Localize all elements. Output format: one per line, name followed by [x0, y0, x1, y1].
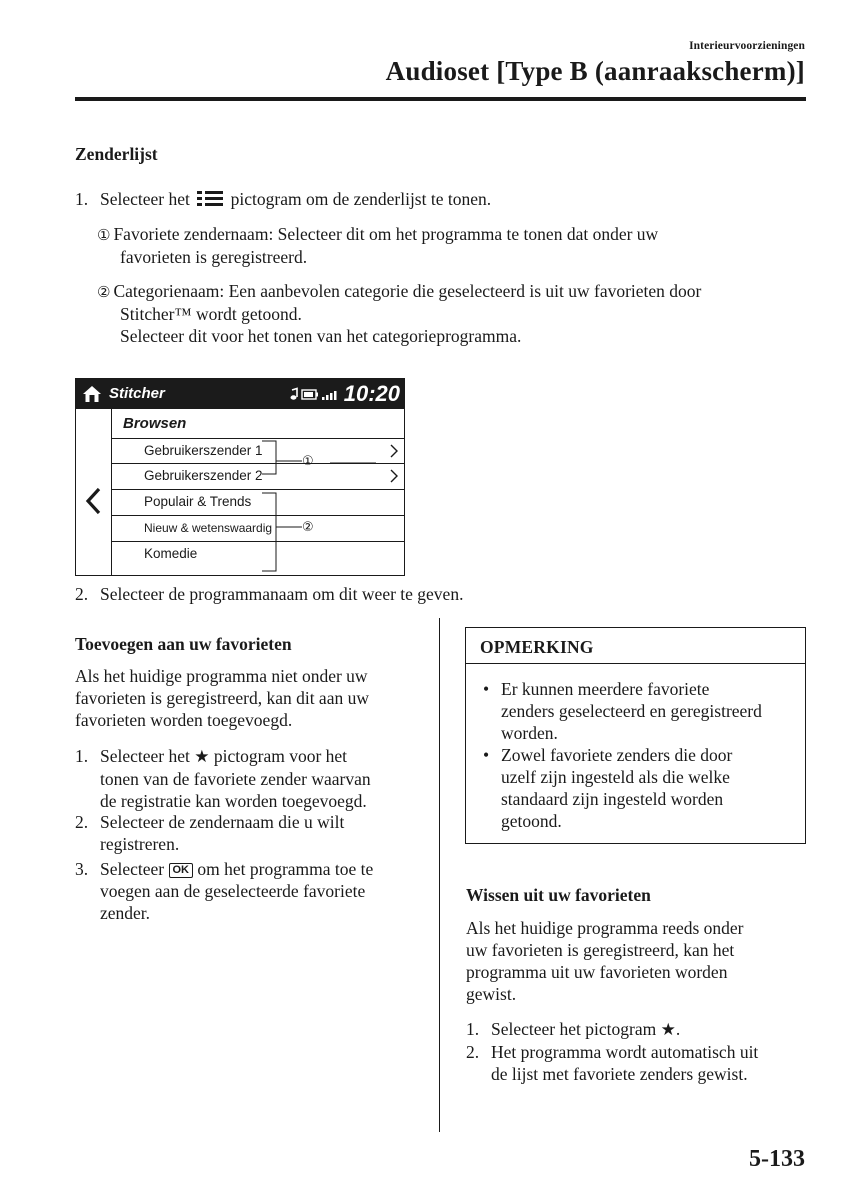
browse-title: Browsen	[123, 415, 187, 432]
wissen-step-2: 2. Het programma wordt automatisch uit de lijst met favoriete zenders gewist.	[466, 1042, 759, 1084]
marker-2: ②	[97, 283, 111, 301]
clock: 10:20	[343, 381, 400, 406]
screen-illustration	[75, 378, 405, 576]
app-name: Stitcher	[109, 385, 165, 402]
list-item-label: Komedie	[144, 546, 198, 561]
bullet: •	[483, 679, 490, 699]
list-item-label: Nieuw & wetenswaardig	[144, 521, 273, 535]
list-item-label: Populair & Trends	[144, 494, 252, 509]
toevoegen-step-2: 2. Selecteer de zendernaam die u wilt registreren.	[75, 812, 345, 854]
heading-zenderlijst: Zenderlijst	[75, 144, 158, 164]
list-icon	[197, 190, 223, 206]
marker-1: ①	[97, 226, 111, 244]
star-icon: ★	[660, 1020, 676, 1040]
note-box	[465, 627, 806, 844]
heading-wissen: Wissen uit uw favorieten	[466, 885, 651, 905]
star-icon: ★	[194, 747, 210, 767]
paragraph-toevoegen: Als het huidige programma niet onder uw favorieten is geregistreerd, kan dit aan uw favorieten worden toegevoegd.	[75, 666, 369, 730]
bullet: •	[483, 745, 490, 765]
note-header	[466, 628, 805, 664]
heading-toevoegen: Toevoegen aan uw favorieten	[75, 634, 292, 654]
callout-marker-2: ②	[302, 520, 314, 535]
column-divider	[439, 618, 440, 1132]
step-number: 1.	[75, 189, 89, 209]
step-1	[75, 188, 815, 210]
callout-lines	[76, 379, 405, 576]
step-2: 2. Selecteer de programmanaam om dit weer te geven.	[75, 584, 464, 604]
note-item-2: Zowel favoriete zenders die door uzelf zijn ingesteld als die welke standaard zijn ingesteld worden getoond.	[501, 745, 733, 831]
step-text: Selecteer het pictogram om de zenderlijst te tonen.	[100, 189, 492, 209]
page-number: 5-133	[749, 1146, 805, 1172]
note-item-1: Er kunnen meerdere favoriete zenders geselecteerd en geregistreerd worden.	[501, 679, 762, 743]
note-title: OPMERKING	[480, 637, 594, 657]
page-title: Audioset [Type B (aanraakscherm)]	[385, 56, 805, 86]
wissen-step-1: 1. Selecteer het pictogram ★.	[466, 1019, 681, 1040]
list-item-label: Gebruikerszender 1	[144, 443, 263, 458]
section-label: Interieurvoorzieningen	[689, 40, 805, 52]
toevoegen-step-3: 3. Selecteer OK om het programma toe te voegen aan de geselecteerde favoriete zender.	[75, 859, 374, 923]
ok-button-icon: OK	[169, 863, 194, 878]
list-item-label: Gebruikerszender 2	[144, 468, 263, 483]
callout-marker-1: ①	[302, 454, 314, 469]
sub-item-2: ② Categorienaam: Een aanbevolen categorie die geselecteerd is uit uw favorieten door Stitcher™ wordt getoond. Selecteer dit voor het tonen van het categorieprogramma.	[97, 281, 702, 346]
paragraph-wissen: Als het huidige programma reeds onder uw favorieten is geregistreerd, kan het programma uit uw favorieten worden gewist.	[466, 918, 744, 1004]
toevoegen-step-1: 1. Selecteer het ★ pictogram voor het tonen van de favoriete zender waarvan de registratie kan worden toegevoegd.	[75, 746, 371, 811]
title-divider	[75, 97, 806, 101]
sub-item-1: ① Favoriete zendernaam: Selecteer dit om het programma te tonen dat onder uw favorieten is geregistreerd.	[97, 224, 659, 267]
